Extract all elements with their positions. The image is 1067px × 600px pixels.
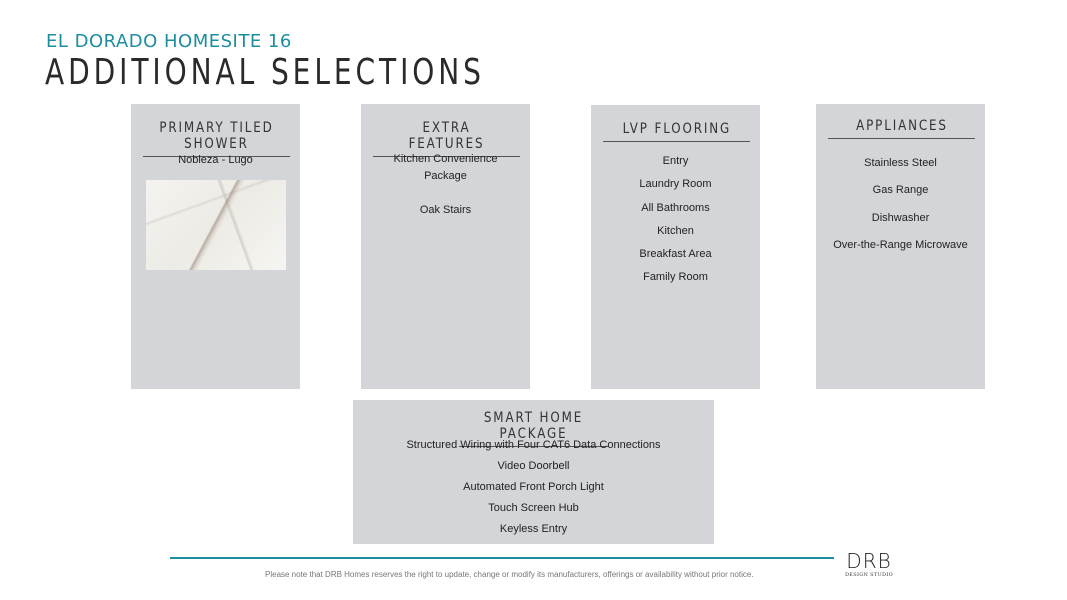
footer-divider <box>170 557 834 559</box>
list-item: Entry <box>662 155 689 167</box>
drb-design-studio-logo <box>842 550 896 578</box>
list-item: All Bathrooms <box>641 201 710 214</box>
card-lvp-flooring <box>591 105 760 389</box>
logo-subtitle: DESIGN STUDIO <box>845 572 893 578</box>
disclaimer-note: Please note that DRB Homes reserves the right to update, change or modify its manufacturers, offerings or availability without prior notice. <box>265 570 754 579</box>
list-item: Kitchen <box>657 224 694 237</box>
card-heading: SMART HOME PACKAGE <box>459 410 608 447</box>
card-list <box>137 152 294 169</box>
logo-mark: DRB <box>846 549 892 573</box>
list-item: Stainless Steel <box>864 157 937 169</box>
list-item: Keyless Entry <box>499 523 568 536</box>
list-item: Touch Screen Hub <box>488 502 579 515</box>
card-primary-tiled-shower <box>131 104 300 389</box>
list-item: Nobleza - Lugo <box>178 154 253 166</box>
card-heading: EXTRA FEATURES <box>373 120 520 157</box>
list-item: Breakfast Area <box>639 248 712 261</box>
card-list <box>822 150 979 259</box>
homesite-subtitle: EL DORADO HOMESITE 16 <box>46 31 292 52</box>
list-item: Kitchen Convenience Package <box>393 153 498 182</box>
card-list <box>381 151 510 219</box>
list-item: Gas Range <box>872 184 929 197</box>
card-heading: PRIMARY TILED SHOWER <box>143 120 290 157</box>
list-item: Video Doorbell <box>497 460 570 473</box>
list-item: Family Room <box>643 271 708 284</box>
card-list <box>597 150 754 290</box>
card-extra-features <box>361 104 530 389</box>
page-title: ADDITIONAL SELECTIONS <box>45 52 485 93</box>
list-item: Laundry Room <box>639 178 712 191</box>
list-item: Over-the-Range Microwave <box>833 238 968 251</box>
list-item: Structured Wiring with Four CAT6 Data Connections <box>406 439 661 451</box>
card-smart-home-package <box>353 400 714 544</box>
card-heading: APPLIANCES <box>828 118 975 139</box>
card-appliances <box>816 104 985 389</box>
list-item: Dishwasher <box>871 211 930 224</box>
marble-tile-swatch <box>146 180 286 270</box>
card-heading: LVP FLOORING <box>603 121 750 142</box>
list-item: Automated Front Porch Light <box>463 481 604 494</box>
card-list <box>359 435 708 540</box>
list-item: Oak Stairs <box>419 204 472 216</box>
